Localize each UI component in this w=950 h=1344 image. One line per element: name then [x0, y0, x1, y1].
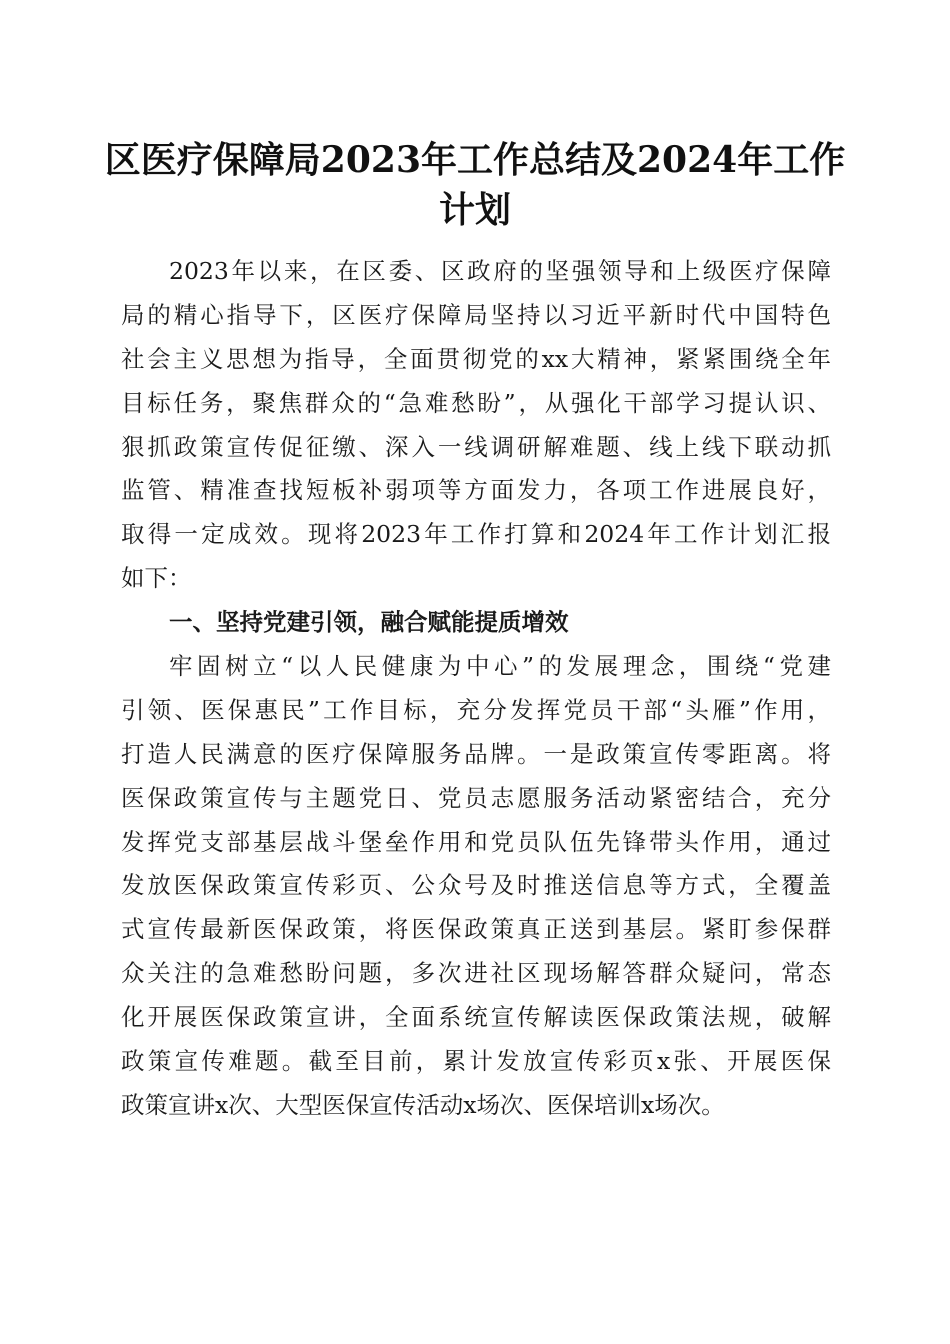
paragraph-2-line: 牢固树立“以人民健康为中心”的发展理念，围绕“党建	[169, 652, 831, 681]
paragraph-1-line: 2023年以来，在区委、区政府的坚强领导和上级医疗保障	[169, 257, 831, 285]
paragraph-1-line: 局的精心指导下，区医疗保障局坚持以习近平新时代中国特色	[121, 300, 831, 329]
document-title	[100, 135, 850, 235]
paragraph-1-line: 目标任务，聚焦群众的“急难愁盼”，从强化干部学习提认识、	[121, 388, 831, 417]
paragraph-2-line: 众关注的急难愁盼问题，多次进社区现场解答群众疑问，常态	[121, 959, 831, 988]
paragraph-2-line: 发放医保政策宣传彩页、公众号及时推送信息等方式，全覆盖	[121, 871, 831, 900]
paragraph-1-line: 监管、精准查找短板补弱项等方面发力，各项工作进展良好，	[121, 476, 831, 505]
section-1-heading: 一、坚持党建引领，融合赋能提质增效	[169, 608, 569, 637]
paragraph-1-line: 社会主义思想为指导，全面贯彻党的xx大精神，紧紧围绕全年	[121, 344, 831, 373]
title-line-1: 区医疗保障局2023年工作总结及2024年工作	[104, 139, 846, 181]
paragraph-2-line: 打造人民满意的医疗保障服务品牌。一是政策宣传零距离。将	[121, 739, 831, 768]
paragraph-2-line: 式宣传最新医保政策，将医保政策真正送到基层。紧盯参保群	[121, 915, 831, 944]
paragraph-1-line: 如下：	[121, 564, 192, 593]
paragraph-2-line: 引领、医保惠民”工作目标，充分发挥党员干部“头雁”作用，	[121, 695, 831, 724]
paragraph-1-line: 狠抓政策宣传促征缴、深入一线调研解难题、线上线下联动抓	[121, 432, 831, 461]
paragraph-2-line: 化开展医保政策宣讲，全面系统宣传解读医保政策法规，破解	[121, 1003, 831, 1032]
paragraph-2-line: 医保政策宣传与主题党日、党员志愿服务活动紧密结合，充分	[121, 783, 831, 812]
paragraph-2-line: 政策宣讲x次、大型医保宣传活动x场次、医保培训x场次。	[121, 1090, 725, 1119]
document-body	[121, 250, 831, 1128]
title-line-2: 计划	[438, 189, 511, 231]
paragraph-2-line: 发挥党支部基层战斗堡垒作用和党员队伍先锋带头作用，通过	[121, 827, 831, 856]
paragraph-1-line: 取得一定成效。现将2023年工作打算和2024年工作计划汇报	[121, 520, 831, 549]
paragraph-2-line: 政策宣传难题。截至目前，累计发放宣传彩页x张、开展医保	[121, 1047, 831, 1076]
